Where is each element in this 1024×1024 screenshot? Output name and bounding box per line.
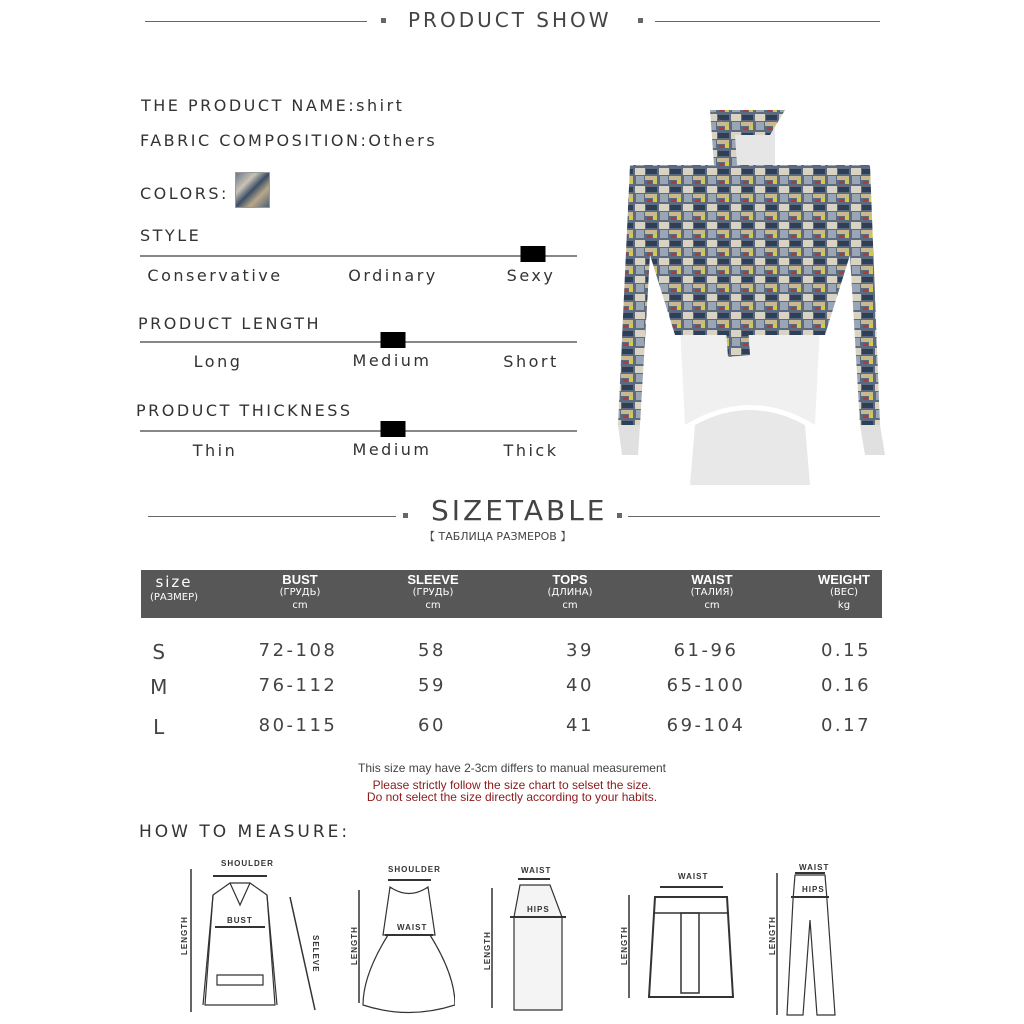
product-photo xyxy=(610,95,890,485)
col-size-name: size xyxy=(155,573,193,591)
dress-diagram xyxy=(345,855,455,1020)
divider-dot xyxy=(638,18,643,23)
pants-length-label: LENGTH xyxy=(768,916,777,955)
dress-length-label: LENGTH xyxy=(350,926,359,965)
table-cell: 60 xyxy=(418,715,446,736)
divider-dot xyxy=(617,513,622,518)
fabric-row xyxy=(140,131,437,150)
style-marker xyxy=(521,246,546,262)
style-option-sexy: Sexy xyxy=(506,266,556,285)
divider xyxy=(145,21,367,22)
how-to-measure-title: HOW TO MEASURE: xyxy=(139,822,351,842)
col-sleeve-unit: cm xyxy=(425,600,441,611)
section-title-product-show: PRODUCT SHOW xyxy=(408,8,612,32)
product-name-label: THE PRODUCT NAME: xyxy=(141,96,357,115)
col-tops-unit: cm xyxy=(562,600,578,611)
colors-label: COLORS: xyxy=(140,184,229,203)
thickness-marker xyxy=(381,421,406,437)
skirt-hips-label: HIPS xyxy=(527,905,550,914)
divider xyxy=(628,516,880,517)
table-cell: 0.16 xyxy=(820,675,872,696)
shorts-diagram xyxy=(615,855,760,1020)
skirt-diagram xyxy=(480,855,590,1020)
size-label: M xyxy=(150,675,170,699)
style-option-ordinary: Ordinary xyxy=(348,266,438,285)
col-weight-name: WEIGHT xyxy=(818,572,870,587)
table-cell: 69-104 xyxy=(666,715,746,736)
pants-diagram xyxy=(765,855,845,1020)
dress-shoulder-label: SHOULDER xyxy=(388,865,441,874)
style-scale xyxy=(140,255,577,257)
col-weight-unit: kg xyxy=(837,600,851,611)
length-option-long: Long xyxy=(193,352,243,371)
thickness-option-medium: Medium xyxy=(352,440,432,459)
col-sleeve-ru: (ГРУДЬ) xyxy=(412,587,454,598)
col-waist xyxy=(691,573,734,612)
size-table-header xyxy=(141,570,882,618)
col-bust-ru: (ГРУДЬ) xyxy=(279,587,321,598)
table-cell: 58 xyxy=(418,640,446,661)
table-cell: 39 xyxy=(566,640,594,661)
jacket-diagram xyxy=(175,855,335,1020)
thickness-scale xyxy=(140,430,577,432)
dress-waist-label: WAIST xyxy=(397,923,428,932)
style-title: STYLE xyxy=(140,226,202,245)
col-weight-ru: (ВЕС) xyxy=(830,587,858,598)
length-scale xyxy=(140,341,577,343)
table-cell: 76-112 xyxy=(258,675,338,696)
col-size xyxy=(150,573,198,604)
jacket-length-label: LENGTH xyxy=(180,916,189,955)
table-cell: 80-115 xyxy=(258,715,338,736)
product-name-row xyxy=(141,96,404,115)
pants-waist-label: WAIST xyxy=(799,863,830,872)
col-size-ru: (РАЗМЕР) xyxy=(149,592,199,603)
divider-dot xyxy=(403,513,408,518)
skirt-length-label: LENGTH xyxy=(483,931,492,970)
col-bust xyxy=(280,573,321,612)
skirt-waist-label: WAIST xyxy=(521,866,552,875)
col-tops-ru: (ДЛИНА) xyxy=(547,587,593,598)
table-cell: 61-96 xyxy=(673,640,739,661)
length-option-medium: Medium xyxy=(352,351,432,370)
col-waist-name: WAIST xyxy=(691,572,733,587)
col-waist-ru: (ТАЛИЯ) xyxy=(690,587,734,598)
length-title: PRODUCT LENGTH xyxy=(138,314,322,333)
col-tops xyxy=(548,573,593,612)
thickness-title: PRODUCT THICKNESS xyxy=(136,401,353,420)
col-sleeve xyxy=(407,573,458,612)
size-label: L xyxy=(153,715,167,739)
shorts-waist-label: WAIST xyxy=(678,872,709,881)
table-cell: 40 xyxy=(566,675,594,696)
note-habits: Do not select the size directly according to your habits. xyxy=(366,790,658,804)
fabric-value: Others xyxy=(368,131,438,150)
col-sleeve-name: SLEEVE xyxy=(407,572,459,587)
table-cell: 65-100 xyxy=(666,675,746,696)
pants-hips-label: HIPS xyxy=(802,885,825,894)
table-cell: 0.15 xyxy=(820,640,872,661)
table-cell: 41 xyxy=(566,715,594,736)
sizetable-title: SIZETABLE xyxy=(431,494,608,527)
col-bust-unit: cm xyxy=(292,600,308,611)
table-cell: 72-108 xyxy=(258,640,338,661)
thickness-option-thick: Thick xyxy=(503,441,559,460)
jacket-sleeve-label: SELEVE xyxy=(311,935,320,973)
col-weight xyxy=(818,573,870,612)
divider xyxy=(655,21,880,22)
fabric-label: FABRIC COMPOSITION: xyxy=(140,131,369,150)
style-option-conservative: Conservative xyxy=(147,266,283,285)
jacket-bust-label: BUST xyxy=(227,916,253,925)
thickness-option-thin: Thin xyxy=(192,441,238,460)
divider-dot xyxy=(381,18,386,23)
color-swatch[interactable] xyxy=(235,172,270,208)
table-cell: 59 xyxy=(418,675,446,696)
divider xyxy=(148,516,396,517)
sizetable-subtitle: 【 ТАБЛИЦА РАЗМЕРОВ 】 xyxy=(424,530,572,543)
length-marker xyxy=(381,332,406,348)
jacket-shoulder-label: SHOULDER xyxy=(221,859,274,868)
note-measurement: This size may have 2-3cm differs to manual measurement xyxy=(358,761,666,775)
size-label: S xyxy=(152,640,168,664)
col-bust-name: BUST xyxy=(282,572,318,587)
table-cell: 0.17 xyxy=(820,715,872,736)
note-follow-chart: Please strictly follow the size chart to selset the size. xyxy=(372,778,652,792)
length-option-short: Short xyxy=(503,352,559,371)
col-waist-unit: cm xyxy=(704,600,720,611)
shorts-length-label: LENGTH xyxy=(620,926,629,965)
product-name-value: shirt xyxy=(356,96,405,115)
col-tops-name: TOPS xyxy=(552,572,588,587)
